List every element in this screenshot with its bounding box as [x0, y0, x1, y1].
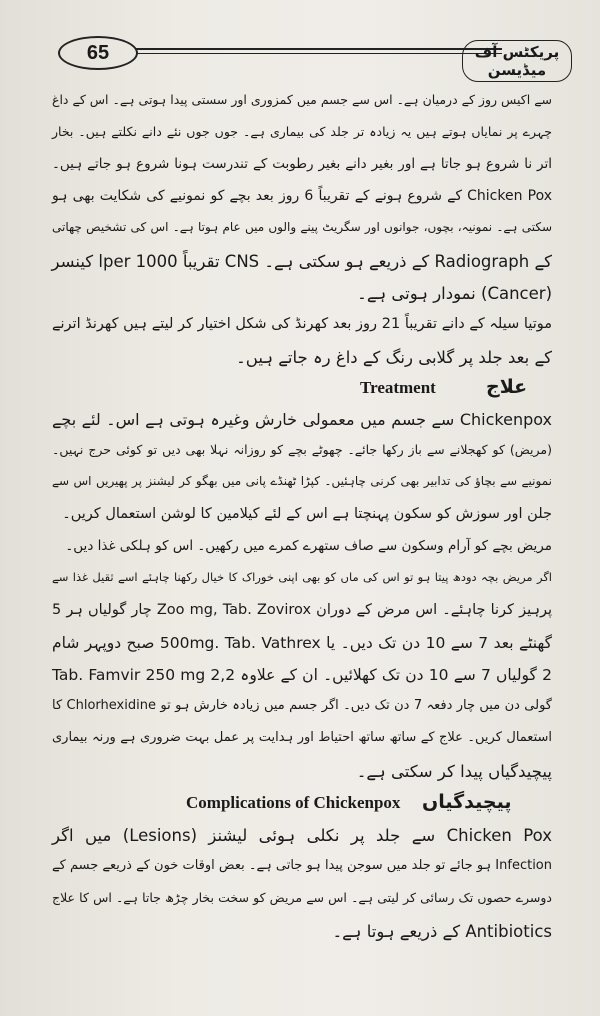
text-line: (Cancer) نمودار ہوتی ہے۔	[357, 284, 552, 303]
text-line: 2 گولیاں 7 سے 10 دن تک کھلائیں۔ ان کے علاوہ 2,2 Tab. Famvir 250 mg	[52, 666, 552, 684]
treatment-heading-ur: علاج	[486, 376, 528, 398]
text-line: پرہیز کرنا چاہئے۔ اس مرض کے دوران Zoo mg, Tab. Zovirox چار گولیاں ہر 5	[52, 602, 552, 618]
text-line: دوسرے حصوں تک رسائی کر لیتی ہے۔ اس سے مریض کو سخت بخار چڑھ جاتا ہے۔ اس کا علاج	[52, 890, 552, 905]
text-line: Chicken Pox کے شروع ہونے کے تقریباً 6 روز بعد بچے کو نمونیے کی شکایت بھی ہو	[52, 188, 552, 204]
text-line: (مریض) کو کھجلانے سے باز رکھا جائے۔ چھوٹے بچے کو روزانہ نہلا بھی دیں تو کوئی حرج نہیں۔	[52, 442, 552, 457]
text-line: کے Radiograph کے ذریعے ہو سکتی ہے۔ CNS تقریباً 1000 lper کینسر	[51, 252, 552, 271]
text-line: Chickenpox سے جسم میں معمولی خارش وغیرہ ہوتی ہے اس۔ لئے بچے	[52, 410, 552, 429]
text-line: اگر مریض بچہ دودھ پیتا ہو تو اس کی ماں کو بھی اپنی خوراک کا خیال رکھنا چاہئے اسے ثقیل غذا سے	[52, 570, 552, 584]
text-line: مریض بچے کو آرام وسکون سے صاف ستھرے کمرے میں رکھیں۔ اس کو ہلکی غذا دیں۔	[65, 538, 552, 554]
complications-heading-ur: پیچیدگیاں	[422, 791, 512, 813]
text-line: Antibiotics کے ذریعے ہوتا ہے۔	[332, 922, 552, 941]
text-line: کے بعد جلد پر گلابی رنگ کے داغ رہ جاتے ہیں۔	[236, 348, 552, 367]
text-line: موتیا سیلہ کے دانے تقریباً 21 روز بعد کھرنڈ کی شکل اختیار کر لیتے ہیں کھرنڈ اترنے	[52, 316, 552, 332]
text-line: پیچیدگیاں پیدا کر سکتی ہے۔	[356, 762, 552, 781]
page-header	[50, 30, 572, 79]
text-line: استعمال کریں۔ علاج کے ساتھ ساتھ احتیاط اور ہدایت پر عمل بہت ضروری ہے ورنہ بیماری	[52, 730, 552, 745]
text-line: جلن اور سوزش کو سکون پہنچتا ہے اس کے لئے کیلامین کا لوشن استعمال کریں۔	[62, 506, 552, 522]
treatment-heading-en: Treatment	[360, 378, 436, 397]
text-line: نمونیے سے بچاؤ کی تدابیر بھی کرنی چاہئیں۔ کپڑا ٹھنڈے پانی میں بھگو کر لیشنز پر پھیریں اس سے	[52, 474, 552, 488]
complications-heading-en: Complications of Chickenpox	[186, 793, 401, 812]
text-line: سے اکیس روز کے درمیان ہے۔ اس سے جسم میں کمزوری اور سستی پیدا ہوتی ہے۔ اس کے داغ	[52, 92, 552, 107]
text-line: Infection ہو جائے تو جلد میں سوجن پیدا ہو جاتی ہے۔ بعض اوقات خون کے ذریعے جسم کے	[52, 858, 552, 873]
text-line: چہرے پر نمایاں ہوتے ہیں یہ زیادہ تر جلد کی بیماری ہے۔ جوں جوں نئے دانے نکلتے ہیں۔ بخار	[52, 124, 552, 139]
header-rule	[136, 48, 502, 50]
text-line: اتر نا شروع ہو جاتا ہے اور بغیر دانے بغیر رطوبت کے تندرست ہونا شروع ہو جاتے ہیں۔	[52, 156, 552, 172]
text-line: گھنٹے بعد 7 سے 10 دن تک دیں۔ یا 500mg. Tab. Vathrex صبح دوپہر شام	[52, 634, 552, 652]
text-line: گولی دن میں چار دفعہ 7 دن تک دیں۔ اگر جسم میں زیادہ خارش ہو تو Chlorhexidine کا	[52, 698, 552, 713]
page-number: 65	[58, 36, 138, 70]
header-rule-thin	[136, 53, 502, 54]
text-line: Chicken Pox سے جلد پر نکلی ہوئی لیشنز (Lesions) میں اگر	[52, 826, 552, 845]
running-title: پریکٹس آف میڈیسن	[462, 40, 572, 82]
text-line: سکتی ہے۔ نمونیہ، بچوں، جوانوں اور سگریٹ پینے والوں میں عام ہوتا ہے۔ اس کی تشخیص چھاتی	[52, 220, 552, 234]
